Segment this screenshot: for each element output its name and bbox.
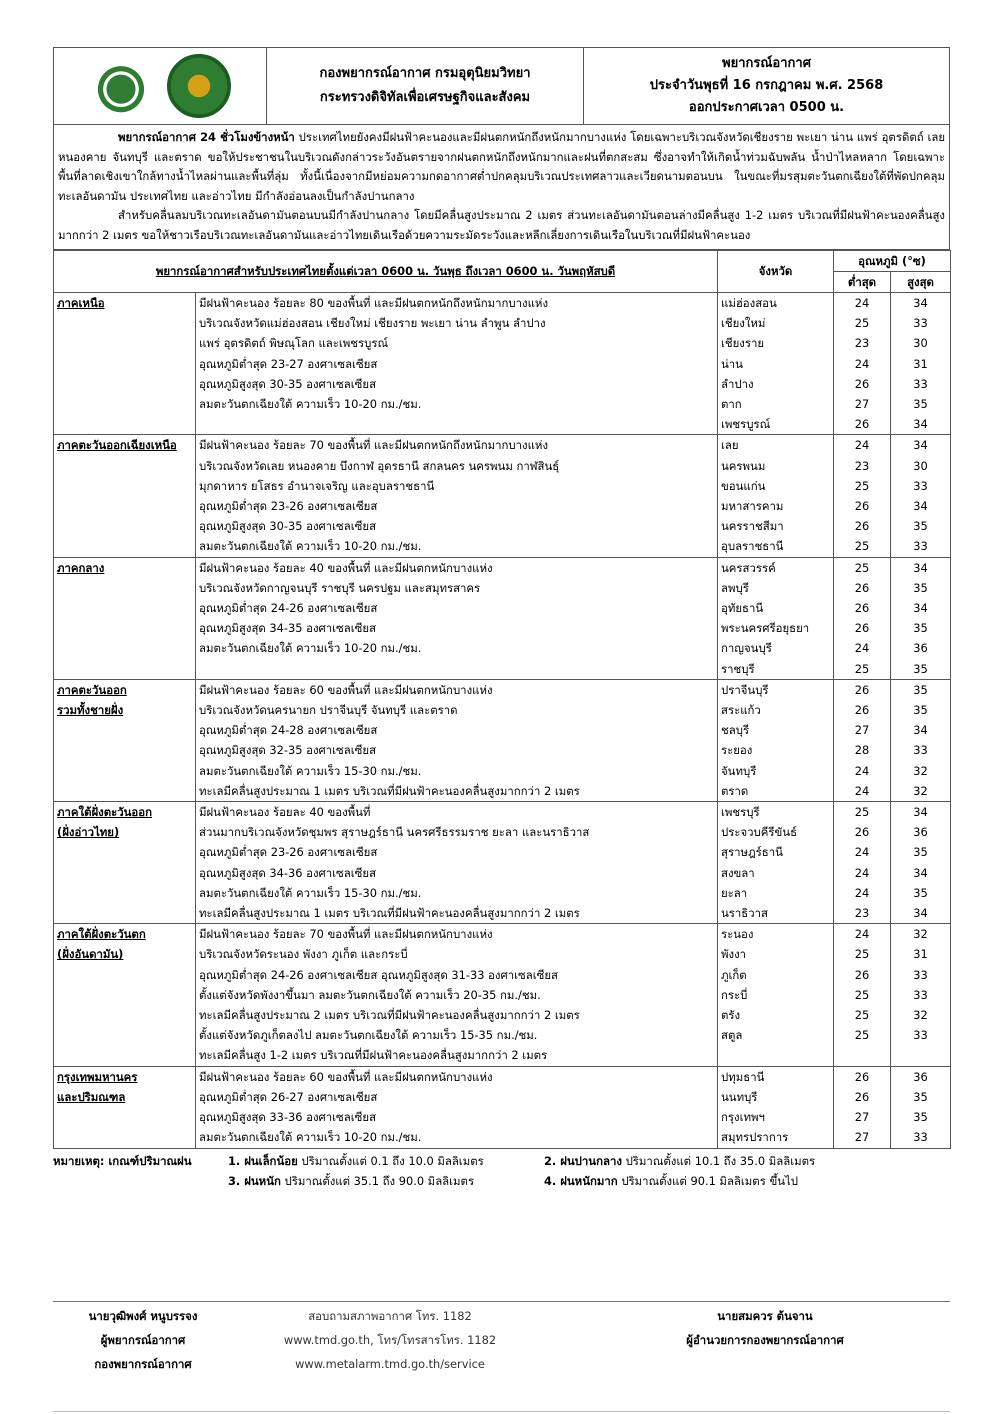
forecast-line: อุณหภูมิสูงสุด 34-35 องศาเซลเซียส (196, 618, 718, 638)
forecast-line: อุณหภูมิสูงสุด 32-35 องศาเซลเซียส (196, 740, 718, 760)
min-temp: 24 (834, 354, 891, 374)
max-temp: 33 (891, 476, 951, 496)
province-name: ตรัง (718, 1005, 834, 1025)
forecast-line: บริเวณจังหวัดนครนายก ปราจีนบุรี จันทบุรี และตราด (196, 700, 718, 720)
forecast-line: ลมตะวันตกเฉียงใต้ ความเร็ว 10-20 กม./ชม. (196, 394, 718, 414)
region-name (54, 578, 196, 598)
max-temp: 35 (891, 1107, 951, 1127)
forecast-line: มีฝนฟ้าคะนอง ร้อยละ 40 ของพื้นที่ และมีฝนตกหนักบางแห่ง (196, 557, 718, 578)
max-temp: 34 (891, 863, 951, 883)
min-temp: 26 (834, 1087, 891, 1107)
max-temp: 34 (891, 496, 951, 516)
table-row (54, 985, 951, 1005)
region-name (54, 863, 196, 883)
province-name: น่าน (718, 354, 834, 374)
province-name: สมุทรปราการ (718, 1127, 834, 1148)
max-header: สูงสุด (891, 271, 951, 292)
notes-label: หมายเหตุ: เกณฑ์ปริมาณฝน (53, 1153, 192, 1168)
table-row (54, 456, 951, 476)
province-name: ตราด (718, 781, 834, 802)
min-temp: 24 (834, 863, 891, 883)
summary-text1: ประเทศไทยยังคงมีฝนฟ้าคะนองและมีฝนตกหนักถึงหนักมากบางแห่ง โดยเฉพาะบริเวณจังหวัดเชียงราย พะเยา น่าน แพร่ อุตรดิตถ์ เลย หนองคาย จันทบุรี และตราด ขอให้ประชาชนในบริเวณดังกล่าวระวังอันตรายจากฝนตกหนักถึงหนักมากและฝนที่ตกสะสม ซึ่งอาจทำให้เกิดน้ำท่วมฉับพลัน น้ำป่าไหลหลาก โดยเฉพาะพื้นที่ลาดเชิงเขาใกล้ทางน้ำไหลผ่านและพื้นที่ลุ่ม ทั้งนี้เนื่องจากมีหย่อมความกดอากาศต่ำปกคลุมบริเวณประเทศลาวและเวียดนามตอนบน ในขณะที่มรสุมตะวันตกเฉียงใต้ที่พัดปกคลุมทะเลอันดามัน ประเทศไทย และอ่าวไทย มีกำลังอ่อนลงเป็นกำลังปานกลาง (58, 130, 945, 203)
min-temp: 24 (834, 638, 891, 658)
forecaster-dept: กองพยากรณ์อากาศ (94, 1357, 192, 1371)
province-name: อุบลราชธานี (718, 536, 834, 557)
forecast-line (196, 659, 718, 680)
forecast-line: อุณหภูมิสูงสุด 30-35 องศาเซลเซียส (196, 374, 718, 394)
table-row (54, 354, 951, 374)
province-name: ยะลา (718, 883, 834, 903)
director-name: นายสมควร ต้นจาน (717, 1309, 813, 1323)
bottom-divider (53, 1411, 950, 1412)
table-row (54, 842, 951, 862)
province-name: ราชบุรี (718, 659, 834, 680)
max-temp: 35 (891, 679, 951, 700)
max-temp: 35 (891, 1087, 951, 1107)
min-temp: 26 (834, 516, 891, 536)
province-name: นครราชสีมา (718, 516, 834, 536)
max-temp: 35 (891, 618, 951, 638)
min-temp: 24 (834, 435, 891, 456)
province-name: ตาก (718, 394, 834, 414)
region-name (54, 313, 196, 333)
region-name: (ฝั่งอันดามัน) (54, 944, 196, 964)
table-row (54, 965, 951, 985)
province-name: เพชรบูรณ์ (718, 414, 834, 435)
region-name (54, 1045, 196, 1066)
table-row (54, 781, 951, 802)
forecast-line: ทะเลมีคลื่นสูงประมาณ 1 เมตร บริเวณที่มีฝนฟ้าคะนองคลื่นสูงมากกว่า 2 เมตร (196, 781, 718, 802)
province-name: จันทบุรี (718, 761, 834, 781)
table-row (54, 700, 951, 720)
forecast-line: ลมตะวันตกเฉียงใต้ ความเร็ว 15-30 กม./ชม. (196, 883, 718, 903)
region-name (54, 1107, 196, 1127)
forecast-line: ตั้งแต่จังหวัดภูเก็ตลงไป ลมตะวันตกเฉียงใต้ ความเร็ว 15-35 กม./ชม. (196, 1025, 718, 1045)
forecast-line: อุณหภูมิสูงสุด 34-36 องศาเซลเซียส (196, 863, 718, 883)
max-temp: 35 (891, 700, 951, 720)
max-temp: 35 (891, 883, 951, 903)
min-temp: 25 (834, 476, 891, 496)
region-name (54, 1025, 196, 1045)
region-name (54, 354, 196, 374)
min-temp: 24 (834, 883, 891, 903)
forecast-line: บริเวณจังหวัดแม่ฮ่องสอน เชียงใหม่ เชียงราย พะเยา น่าน ลำพูน ลำปาง (196, 313, 718, 333)
min-temp: 25 (834, 944, 891, 964)
forecast-line: ตั้งแต่จังหวัดพังงาขึ้นมา ลมตะวันตกเฉียงใต้ ความเร็ว 20-35 กม./ชม. (196, 985, 718, 1005)
min-temp: 25 (834, 557, 891, 578)
forecast-line: บริเวณจังหวัดกาญจนบุรี ราชบุรี นครปฐม และสมุทรสาคร (196, 578, 718, 598)
forecaster-name: นายวุฒิพงศ์ หนูบรรจง (88, 1309, 198, 1323)
forecast-line: อุณหภูมิต่ำสุด 26-27 องศาเซลเซียส (196, 1087, 718, 1107)
min-temp: 24 (834, 761, 891, 781)
forecast-line: อุณหภูมิต่ำสุด 24-26 องศาเซลเซียส (196, 598, 718, 618)
table-row (54, 944, 951, 964)
contact-website[interactable]: www.tmd.go.th, โทร/โทรสารโทร. 1182 (283, 1333, 497, 1347)
forecast-date: ประจำวันพุธที่ 16 กรกฎาคม พ.ศ. 2568 (649, 78, 884, 93)
max-temp: 33 (891, 313, 951, 333)
forecast-line: แพร่ อุตรดิตถ์ พิษณุโลก และเพชรบูรณ์ (196, 333, 718, 353)
min-temp (834, 1045, 891, 1066)
forecast-line: ทะเลมีคลื่นสูงประมาณ 2 เมตร บริเวณที่มีฝนฟ้าคะนองคลื่นสูงมากกว่า 2 เมตร (196, 1005, 718, 1025)
min-temp: 25 (834, 659, 891, 680)
min-temp: 24 (834, 781, 891, 802)
province-name: พังงา (718, 944, 834, 964)
table-row (54, 1025, 951, 1045)
max-temp: 34 (891, 435, 951, 456)
forecast-line: อุณหภูมิต่ำสุด 23-26 องศาเซลเซียส (196, 496, 718, 516)
region-name (54, 965, 196, 985)
province-name: กระบี่ (718, 985, 834, 1005)
region-name: ภาคตะวันออก (54, 679, 196, 700)
forecast-line: มีฝนฟ้าคะนอง ร้อยละ 70 ของพื้นที่ และมีฝนตกหนักถึงหนักมากบางแห่ง (196, 435, 718, 456)
table-row (54, 333, 951, 353)
summary-p2: สำหรับคลื่นลมบริเวณทะเลอันดามันตอนบนมีกำลังปานกลาง โดยมีคลื่นสูงประมาณ 2 เมตร ส่วนทะเลอันดามันตอนล่างมีคลื่นสูง 1-2 เมตร บริเวณที่มีฝนฟ้าคะนองคลื่นสูงมากกว่า 2 เมตร ขอให้ชาวเรือบริเวณทะเลอันดามันและอ่าวไทยเดินเรือด้วยความระมัดระวังและหลีกเลี่ยงการเดินเรือในบริเวณที่มีฝนฟ้าคะนอง (58, 208, 945, 242)
min-temp: 25 (834, 985, 891, 1005)
forecast-line: ทะเลมีคลื่นสูง 1-2 เมตร บริเวณที่มีฝนฟ้าคะนองคลื่นสูงมากกว่า 2 เมตร (196, 1045, 718, 1066)
min-header: ต่ำสุด (834, 271, 891, 292)
region-name (54, 720, 196, 740)
table-row (54, 802, 951, 823)
forecast-line: มีฝนฟ้าคะนอง ร้อยละ 60 ของพื้นที่ และมีฝนตกหนักบางแห่ง (196, 679, 718, 700)
max-temp: 32 (891, 1005, 951, 1025)
region-name (54, 842, 196, 862)
province-name: สุราษฎร์ธานี (718, 842, 834, 862)
max-temp: 33 (891, 740, 951, 760)
table-row (54, 435, 951, 456)
contact-info (260, 1304, 520, 1376)
province-name: ปราจีนบุรี (718, 679, 834, 700)
forecast-line: ส่วนมากบริเวณจังหวัดชุมพร สุราษฎร์ธานี นครศรีธรรมราช ยะลา และนราธิวาส (196, 822, 718, 842)
min-temp: 23 (834, 333, 891, 353)
max-temp: 32 (891, 924, 951, 945)
forecast-line: บริเวณจังหวัดระนอง พังงา ภูเก็ต และกระบี่ (196, 944, 718, 964)
province-name: ชลบุรี (718, 720, 834, 740)
min-temp: 26 (834, 965, 891, 985)
min-temp: 26 (834, 496, 891, 516)
region-name (54, 414, 196, 435)
region-name: ภาคกลาง (54, 557, 196, 578)
region-name: ภาคใต้ฝั่งตะวันออก (54, 802, 196, 823)
table-row (54, 496, 951, 516)
max-temp: 32 (891, 781, 951, 802)
min-temp: 26 (834, 414, 891, 435)
table-row (54, 1087, 951, 1107)
table-row (54, 598, 951, 618)
province-name: ปทุมธานี (718, 1066, 834, 1087)
table-row (54, 1127, 951, 1148)
min-temp: 23 (834, 456, 891, 476)
table-row (54, 822, 951, 842)
min-temp: 25 (834, 536, 891, 557)
ministry-logo (167, 54, 231, 118)
table-row (54, 313, 951, 333)
table-row (54, 883, 951, 903)
max-temp: 34 (891, 802, 951, 823)
table-row (54, 1066, 951, 1087)
max-temp (891, 1045, 951, 1066)
province-name: แม่ฮ่องสอน (718, 292, 834, 313)
temp-header: อุณหภูมิ (°ซ) (834, 250, 951, 271)
region-name (54, 1127, 196, 1148)
forecast-title-block (584, 48, 949, 124)
forecaster-signature (53, 1304, 233, 1376)
forecast-line: มุกดาหาร ยโสธร อำนาจเจริญ และอุบลราชธานี (196, 476, 718, 496)
forecast-line: มีฝนฟ้าคะนอง ร้อยละ 70 ของพื้นที่ และมีฝนตกหนักบางแห่ง (196, 924, 718, 945)
max-temp: 34 (891, 414, 951, 435)
region-name (54, 536, 196, 557)
province-name: กรุงเทพฯ (718, 1107, 834, 1127)
contact-phone: สอบถามสภาพอากาศ โทร. 1182 (308, 1309, 472, 1323)
contact-alarm-site[interactable]: www.metalarm.tmd.go.th/service (295, 1357, 485, 1371)
forecast-line: มีฝนฟ้าคะนอง ร้อยละ 80 ของพื้นที่ และมีฝนตกหนักถึงหนักมากบางแห่ง (196, 292, 718, 313)
forecaster-title: ผู้พยากรณ์อากาศ (100, 1333, 186, 1347)
province-name: ระยอง (718, 740, 834, 760)
note2-term: 2. ฝนปานกลาง (544, 1153, 622, 1168)
max-temp: 30 (891, 333, 951, 353)
province-name: สตูล (718, 1025, 834, 1045)
table-row (54, 516, 951, 536)
province-name: ระนอง (718, 924, 834, 945)
max-temp: 34 (891, 292, 951, 313)
note2-text: ปริมาณตั้งแต่ 10.1 ถึง 35.0 มิลลิเมตร (625, 1153, 816, 1168)
province-name: ประจวบคีรีขันธ์ (718, 822, 834, 842)
region-name (54, 740, 196, 760)
min-temp: 26 (834, 700, 891, 720)
min-temp: 26 (834, 578, 891, 598)
min-temp: 25 (834, 1005, 891, 1025)
table-row (54, 374, 951, 394)
province-name: สงขลา (718, 863, 834, 883)
region-name: ภาคตะวันออกเฉียงเหนือ (54, 435, 196, 456)
province-name: นนทบุรี (718, 1087, 834, 1107)
table-row (54, 1045, 951, 1066)
max-temp: 36 (891, 638, 951, 658)
table-row (54, 292, 951, 313)
table-row (54, 903, 951, 924)
max-temp: 36 (891, 822, 951, 842)
max-temp: 33 (891, 536, 951, 557)
issued-time: ออกประกาศเวลา 0500 น. (688, 100, 845, 115)
footer-divider (53, 1301, 950, 1302)
table-row (54, 618, 951, 638)
max-temp: 33 (891, 1025, 951, 1045)
note3-term: 3. ฝนหนัก (228, 1173, 281, 1188)
table-row (54, 720, 951, 740)
province-name: ขอนแก่น (718, 476, 834, 496)
region-name: และปริมณฑล (54, 1087, 196, 1107)
region-name (54, 985, 196, 1005)
max-temp: 31 (891, 944, 951, 964)
forecast-line: มีฝนฟ้าคะนอง ร้อยละ 60 ของพื้นที่ และมีฝนตกหนักบางแห่ง (196, 1066, 718, 1087)
max-temp: 35 (891, 394, 951, 414)
region-name (54, 883, 196, 903)
forecast-line: อุณหภูมิต่ำสุด 23-26 องศาเซลเซียส (196, 842, 718, 862)
min-temp: 26 (834, 822, 891, 842)
max-temp: 33 (891, 965, 951, 985)
forecast-line: ลมตะวันตกเฉียงใต้ ความเร็ว 15-30 กม./ชม. (196, 761, 718, 781)
rain-criteria (53, 1151, 950, 1193)
summary-lead: พยากรณ์อากาศ 24 ชั่วโมงข้างหน้า (118, 130, 295, 144)
province-name: พระนครศรีอยุธยา (718, 618, 834, 638)
province-name: นครสวรรค์ (718, 557, 834, 578)
province-name: อุทัยธานี (718, 598, 834, 618)
table-row (54, 1005, 951, 1025)
region-name: ภาคใต้ฝั่งตะวันตก (54, 924, 196, 945)
province-name: เพชรบุรี (718, 802, 834, 823)
director-title: ผู้อำนวยการกองพยากรณ์อากาศ (686, 1333, 844, 1347)
forecast-line: อุณหภูมิสูงสุด 33-36 องศาเซลเซียส (196, 1107, 718, 1127)
province-name: นราธิวาส (718, 903, 834, 924)
min-temp: 25 (834, 802, 891, 823)
max-temp: 30 (891, 456, 951, 476)
table-row (54, 863, 951, 883)
min-temp: 27 (834, 1127, 891, 1148)
region-name (54, 598, 196, 618)
min-temp: 26 (834, 618, 891, 638)
region-name (54, 333, 196, 353)
max-temp: 33 (891, 985, 951, 1005)
note1-term: 1. ฝนเล็กน้อย (228, 1153, 298, 1168)
tmd-logo (89, 54, 153, 118)
note3-text: ปริมาณตั้งแต่ 35.1 ถึง 90.0 มิลลิเมตร (284, 1173, 475, 1188)
region-name (54, 761, 196, 781)
min-temp: 27 (834, 1107, 891, 1127)
department (267, 48, 584, 124)
summary-p1 (58, 128, 945, 206)
region-name (54, 456, 196, 476)
max-temp: 34 (891, 557, 951, 578)
region-name (54, 374, 196, 394)
forecast-line (196, 414, 718, 435)
table-row (54, 394, 951, 414)
header (53, 47, 950, 125)
table-row (54, 557, 951, 578)
province-name: ลพบุรี (718, 578, 834, 598)
max-temp: 35 (891, 578, 951, 598)
region-name: กรุงเทพมหานคร (54, 1066, 196, 1087)
note4-term: 4. ฝนหนักมาก (544, 1173, 618, 1188)
province-name: ลำปาง (718, 374, 834, 394)
dept-line2: กระทรวงดิจิทัลเพื่อเศรษฐกิจและสังคม (319, 90, 531, 105)
table-row (54, 414, 951, 435)
forecast-line: ลมตะวันตกเฉียงใต้ ความเร็ว 10-20 กม./ชม. (196, 638, 718, 658)
forecast-line: อุณหภูมิต่ำสุด 24-26 องศาเซลเซียส อุณหภูมิสูงสุด 31-33 องศาเซลเซียส (196, 965, 718, 985)
region-name (54, 903, 196, 924)
min-temp: 26 (834, 374, 891, 394)
forecast-line: บริเวณจังหวัดเลย หนองคาย บึงกาฬ อุดรธานี สกลนคร นครพนม กาฬสินธุ์ (196, 456, 718, 476)
table-row (54, 638, 951, 658)
province-name: มหาสารคาม (718, 496, 834, 516)
table-row (54, 659, 951, 680)
table-row (54, 476, 951, 496)
province-name: ภูเก็ต (718, 965, 834, 985)
forecast-line: ลมตะวันตกเฉียงใต้ ความเร็ว 10-20 กม./ชม. (196, 536, 718, 557)
forecast-body (54, 292, 951, 1148)
region-name (54, 618, 196, 638)
min-temp: 25 (834, 313, 891, 333)
region-name: ภาคเหนือ (54, 292, 196, 313)
region-name (54, 394, 196, 414)
max-temp: 35 (891, 659, 951, 680)
province-name: เลย (718, 435, 834, 456)
page-title: พยากรณ์อากาศ (722, 56, 811, 71)
max-temp: 32 (891, 761, 951, 781)
province-name (718, 1045, 834, 1066)
min-temp: 24 (834, 842, 891, 862)
region-name (54, 516, 196, 536)
region-name (54, 638, 196, 658)
region-name (54, 1005, 196, 1025)
province-name: สระแก้ว (718, 700, 834, 720)
max-temp: 36 (891, 1066, 951, 1087)
table-row (54, 740, 951, 760)
table-heading: พยากรณ์อากาศสำหรับประเทศไทยตั้งแต่เวลา 0600 น. วันพุธ ถึงเวลา 0600 น. วันพฤหัสบดี (54, 250, 718, 292)
max-temp: 34 (891, 903, 951, 924)
forecast-line: ทะเลมีคลื่นสูงประมาณ 1 เมตร บริเวณที่มีฝนฟ้าคะนองคลื่นสูงมากกว่า 2 เมตร (196, 903, 718, 924)
forecast-line: อุณหภูมิสูงสุด 30-35 องศาเซลเซียส (196, 516, 718, 536)
forecast-table (53, 250, 951, 1149)
min-temp: 26 (834, 1066, 891, 1087)
min-temp: 28 (834, 740, 891, 760)
max-temp: 33 (891, 374, 951, 394)
logos (54, 48, 267, 124)
min-temp: 27 (834, 394, 891, 414)
max-temp: 34 (891, 598, 951, 618)
director-signature (635, 1304, 895, 1352)
max-temp: 34 (891, 720, 951, 740)
max-temp: 33 (891, 1127, 951, 1148)
summary (53, 125, 950, 250)
region-name (54, 496, 196, 516)
province-name: กาญจนบุรี (718, 638, 834, 658)
table-row (54, 536, 951, 557)
note4-text: ปริมาณตั้งแต่ 90.1 มิลลิเมตร ขึ้นไป (621, 1173, 798, 1188)
region-name: (ฝั่งอ่าวไทย) (54, 822, 196, 842)
min-temp: 26 (834, 679, 891, 700)
region-name (54, 476, 196, 496)
min-temp: 26 (834, 598, 891, 618)
forecast-line: อุณหภูมิต่ำสุด 23-27 องศาเซลเซียส (196, 354, 718, 374)
province-name: นครพนม (718, 456, 834, 476)
table-row (54, 761, 951, 781)
province-name: เชียงใหม่ (718, 313, 834, 333)
region-name (54, 659, 196, 680)
region-name (54, 781, 196, 802)
note1-text: ปริมาณตั้งแต่ 0.1 ถึง 10.0 มิลลิเมตร (301, 1153, 484, 1168)
forecast-line: อุณหภูมิต่ำสุด 24-28 องศาเซลเซียส (196, 720, 718, 740)
min-temp: 27 (834, 720, 891, 740)
province-header: จังหวัด (718, 250, 834, 292)
table-row (54, 578, 951, 598)
province-name: เชียงราย (718, 333, 834, 353)
max-temp: 35 (891, 516, 951, 536)
min-temp: 23 (834, 903, 891, 924)
forecast-line: ลมตะวันตกเฉียงใต้ ความเร็ว 10-20 กม./ชม. (196, 1127, 718, 1148)
forecast-line: มีฝนฟ้าคะนอง ร้อยละ 40 ของพื้นที่ (196, 802, 718, 823)
region-name: รวมทั้งชายฝั่ง (54, 700, 196, 720)
max-temp: 35 (891, 842, 951, 862)
table-row (54, 1107, 951, 1127)
table-row (54, 679, 951, 700)
max-temp: 31 (891, 354, 951, 374)
min-temp: 24 (834, 924, 891, 945)
dept-line1: กองพยากรณ์อากาศ กรมอุตุนิยมวิทยา (319, 66, 531, 81)
min-temp: 24 (834, 292, 891, 313)
table-row (54, 924, 951, 945)
min-temp: 25 (834, 1025, 891, 1045)
